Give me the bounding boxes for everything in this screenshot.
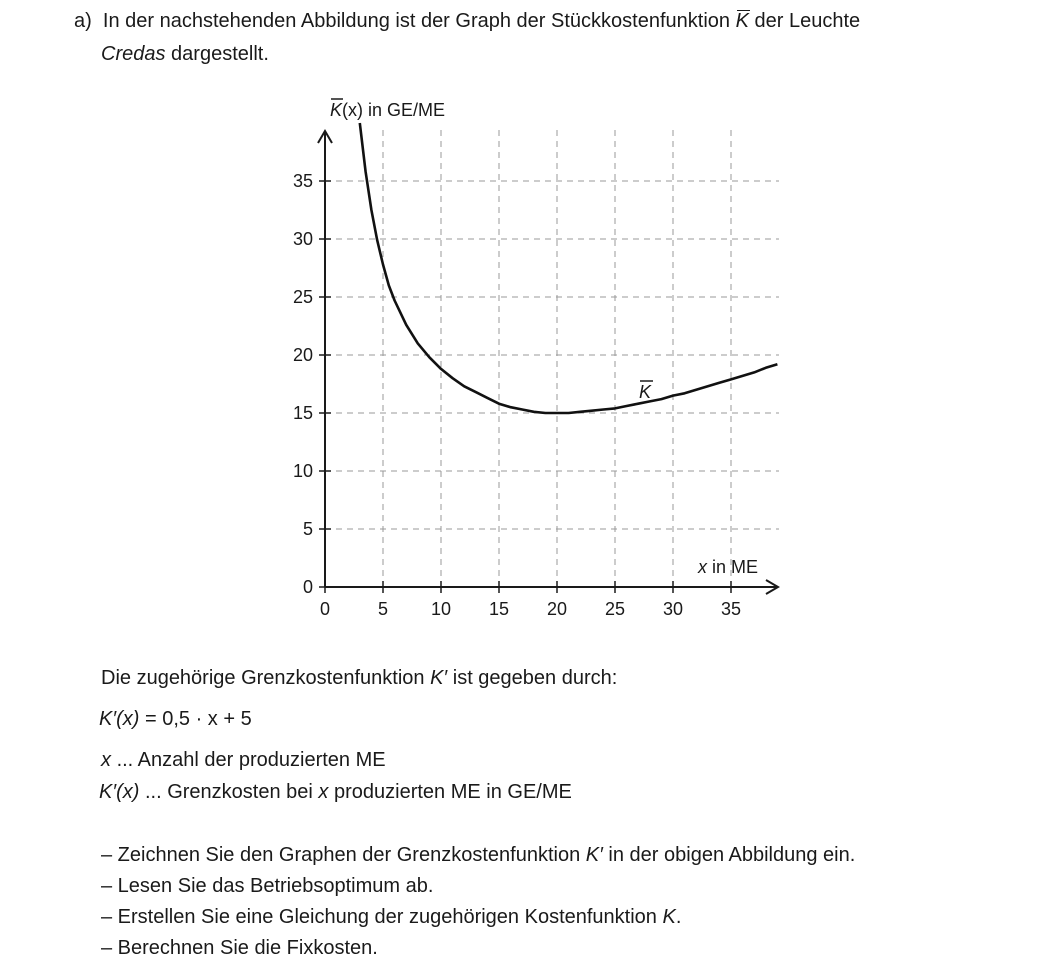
y-tick-label: 5 — [302, 519, 313, 539]
task-marker: a) — [74, 10, 92, 32]
y-tick-label: 10 — [292, 461, 313, 481]
task-item — [101, 905, 681, 929]
product-name: Credas — [101, 43, 166, 65]
x-tick-label: 0 — [319, 599, 331, 619]
series-line-k — [360, 123, 778, 413]
chart-grid — [325, 130, 779, 587]
legend-x-desc: ... Anzahl der produzierten ME — [116, 749, 386, 771]
y-tick-label: 15 — [292, 403, 313, 423]
intro-text-3: dargestellt. — [171, 43, 269, 65]
x-tick-label: 25 — [604, 599, 626, 619]
legend-k — [99, 780, 572, 804]
legend-k-var: K′(x) — [99, 781, 140, 803]
x-axis-label — [697, 557, 758, 577]
task-text-2: . — [675, 906, 682, 928]
x-tick-label: 35 — [720, 599, 742, 619]
x-tick-label: 20 — [546, 599, 568, 619]
y-tick-label: 25 — [292, 287, 313, 307]
task-item — [101, 843, 855, 867]
marginal-formula — [99, 707, 252, 731]
task-text-2: in der obigen Abbildung ein. — [608, 844, 856, 866]
task-item — [101, 936, 378, 960]
y-tick-label: 0 — [302, 577, 313, 597]
y-axis-label-symbol: K — [330, 100, 343, 120]
series-label-k: K — [639, 382, 652, 402]
task-text-1: – Erstellen Sie eine Gleichung der zugehörigen Kostenfunktion — [101, 906, 657, 928]
chart-axes — [318, 131, 778, 594]
y-axis-label — [330, 100, 445, 120]
task-item — [101, 874, 433, 898]
formula-right: = 0,5 · x + 5 — [144, 708, 252, 730]
y-tick-label: 35 — [292, 171, 313, 191]
x-tick-label: 10 — [430, 599, 452, 619]
unit-cost-symbol: K — [735, 10, 749, 32]
legend-k-desc-1: ... Grenzkosten bei — [144, 781, 313, 803]
marginal-lead: Die zugehörige Grenzkostenfunktion — [101, 667, 425, 689]
task-text-1: – Zeichnen Sie den Graphen der Grenzkostenfunktion — [101, 844, 581, 866]
x-axis-label-rest: in ME — [707, 557, 759, 577]
x-tick-label: 15 — [488, 599, 510, 619]
task-italic: K — [662, 906, 676, 928]
legend-k-desc-2: produzierten ME in GE/ME — [333, 781, 572, 803]
x-axis-label-symbol: x — [698, 557, 707, 577]
legend-k-desc-x: x — [318, 781, 329, 803]
marginal-symbol: K′ — [430, 667, 448, 689]
chart-series — [360, 123, 778, 413]
task-text-1: – Berechnen Sie die Fixkosten. — [101, 937, 378, 959]
intro-text-2: der Leuchte — [754, 10, 861, 32]
task-text-1: – Lesen Sie das Betriebsoptimum ab. — [101, 875, 434, 897]
x-tick-label: 30 — [662, 599, 684, 619]
marginal-tail: ist gegeben durch: — [452, 667, 618, 689]
marginal-intro — [101, 666, 617, 690]
x-tick-label: 5 — [377, 599, 389, 619]
task-italic: K′ — [585, 844, 603, 866]
y-tick-label: 30 — [292, 229, 313, 249]
formula-left: K′(x) — [99, 708, 140, 730]
legend-x — [101, 748, 386, 772]
intro-text-1: In der nachstehenden Abbildung ist der Graph der Stückkostenfunktion — [102, 10, 731, 32]
legend-x-var: x — [101, 749, 111, 771]
y-tick-label: 20 — [292, 345, 313, 365]
y-axis-label-rest: (x) in GE/ME — [342, 100, 446, 120]
